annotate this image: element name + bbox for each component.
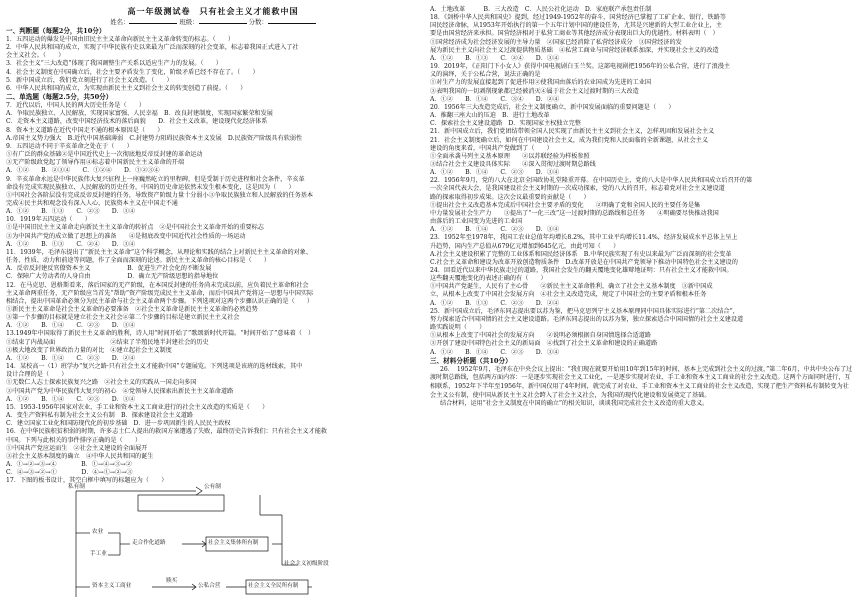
question-line-right: 25．新中国成立后，毛泽东同志提出要以苏为鉴，把马克思列宁主义基本原理同中国具体实际进行“第二次结合”，	[430, 307, 739, 315]
name-blank[interactable]	[129, 17, 177, 24]
question-line-right: 国民经济命脉，从1953年开始执行的第一个五年计划中国的建设任务，尤其是兴建新的大型工业企业上，主	[430, 22, 722, 30]
label-collective-ownership: 社会主义集体所有制	[208, 540, 259, 547]
question-line-right: 21．新中国成立后，我们党团结带领全国人民实现了由新民主主义到社会主义，怎样巩固和发展社会主义	[430, 128, 715, 136]
question-line-left: 10．1919年五四运动（ ）	[6, 216, 91, 224]
question-line-right: 24．回看近代以来中华民族走过的道路，我国社会发生的翻天覆地变化雄辩地证明：只有社会主义才能救中国。	[430, 267, 733, 274]
question-line-left: 8．资本主义道路在近代中国走不通的根本原因是（ ）	[6, 126, 164, 134]
question-line-left: ①有广泛的群众基础②是中国近代史上一次彻底地反帝反封建的革命运动	[6, 151, 203, 159]
label-primary-stage: 社会主义初级阶段	[284, 561, 329, 568]
question-line-right: 21．社会主义制度确立后，如何在中国建设社会主义，成为我们党和人民面临的全新课题，从社会主义	[430, 136, 709, 144]
question-line-right: 路实践说明（ ）	[430, 324, 486, 332]
label-joint-venture: 公私合营	[198, 583, 221, 590]
question-line-left: ①结束了内战局面 ②结束了半殖民地半封建社会的历史	[6, 338, 209, 346]
question-line-left: ①是中国旧民主主义革命走向新民主主义革命的转折点 ②是中国社会主义革命开始的重要标志	[6, 224, 264, 232]
question-line-left: A．①→②→③→④ B．①→④→③→②	[6, 460, 132, 468]
question-line-left: ①无数仁人志士探索民族复兴之路 ②社会主义的实践从一国走向多国	[6, 379, 197, 387]
question-line-left: 设计合理的是（ ）	[6, 371, 68, 379]
label-agriculture: 农业	[92, 529, 104, 536]
question-line-right: 一次全国代表大会，是我国建设社会主义时期的一次成功探索，党的八大的召开，标志着党对社会主义建设道	[430, 185, 725, 193]
question-line-right: 展为新民主主义向社会主义过渡提供物质基础 ④私营工商业与国营经济联系加深，并实现社会主义的改造	[430, 46, 719, 54]
question-line-left: ③无产阶级政党起了领导作用④标志着中国新民主主义革命的开端	[6, 159, 185, 167]
question-line-left: A．①② B．②③④ C．①②④ D．①②③④	[6, 167, 160, 175]
question-line-left: 任务、性质、动力和前途等问题，作了全面而深刻的论述。新民主主义革命的核心目标是（ ）	[6, 257, 271, 265]
question-line-left: 中国。下列与此相关的事件排序正确的是（ ）	[6, 436, 142, 444]
judge-questions	[6, 36, 420, 93]
question-line-left: 主义革命两重任务，无产阶级应当首先“帮助”资产阶级完成民主主义革命，而后中国共产党将这一思想与中国实际	[6, 289, 314, 297]
question-line-left: ③为中国共产党的成立做了思想上的准备 ④是彻底改变中国近代社会性质的一场运动	[6, 232, 246, 240]
question-line-right: A．①② B．①④ C．②③ D．③④	[430, 348, 560, 356]
question-line-left: 17．下图的板书设计，其空白框中填写的标题应为（ ）	[6, 477, 168, 485]
question-line-right: ③结合社会主义建设具体实际 ④深入贯彻过渡时期总路线	[430, 160, 596, 168]
label-public: 公有制	[204, 484, 221, 491]
choice-questions-left	[6, 102, 420, 485]
label-redemption: 赎买	[166, 578, 178, 585]
name-label: 姓名：	[110, 18, 130, 26]
question-line-left: 命没有完成实现民族独立、人民解放的历史任务，中国的历史命运依然未发生根本变化，这是因为（ ）	[6, 183, 295, 191]
question-line-right: 23．1952年至1978年，我国工农业总值年均增长8.2%，其中工业平均增长11.4%，经济发展成水平总体上呈上	[430, 234, 738, 242]
question-line-right: ①从根本上改变了中国社会的发展方向 ②说明必须根据自身国情选择合适道路	[430, 332, 652, 340]
question-line-left: 7．近代以后，中国人民的两大历史任务是（ ）	[6, 102, 146, 110]
question-line-left: A.帝国主义势力强大 B.近代中国基础薄弱 C.封建势力阻碍民族资本主义发展 D.民族资产阶级具有软弱性	[6, 134, 303, 142]
question-line-left: A．反帝反封建反官僚资本主义 B．促进生产社会化的不断发展	[6, 265, 212, 273]
question-line-right: ③表明我国的一切剥削现象都已经被消灭④属于社会主义过渡时期的三大改造	[430, 87, 639, 95]
question-line-left: 9．五四运动不同于辛亥革命之处在于（ ）	[6, 142, 133, 150]
question-line-right: 由落后的工业国变为先进的工业国	[430, 218, 523, 226]
score-blank[interactable]	[268, 17, 316, 24]
question-line-left: C．建立国家工业化和国防现代化的初步基础 D．进一步巩固新生的人民民主政权	[6, 420, 231, 428]
question-line-right: 要是由国营经济来承担。国营经济相对于私营工商业等其他经济成分表现出巨大的优越性。材料表明（ ）	[430, 30, 719, 38]
question-line-right: A．推翻三座大山的压迫 B．进行土地改革	[430, 112, 550, 120]
question-line-left: A．①② B．①④ C．②③ D．③④	[6, 322, 136, 330]
question-line-left: 5．新中国成立后，我们党立刻进行了社会主义改造。（ ）	[6, 76, 173, 84]
score-label: 分数：	[248, 18, 268, 26]
question-line-left: A．①② B．①③ C．②③ D．③④	[6, 208, 136, 216]
question-line-right: 22．1956年9月，党的八大在北京全国政协礼堂隆重开幕。在中国历史上，党的八大是中华人民共和国成立后召开的第	[430, 177, 753, 185]
question-line-left: ③社会主义基本制度的确立 ④中华人民共和国的诞生	[6, 452, 154, 460]
question-line-right: A．①② B．①④ C．③④ D．②④	[430, 95, 560, 103]
question-line-left: 9．辛亥革命永远是中华民族伟大复兴征程上一座巍然屹立的里程碑，但是受制于历史进程和社会条件，辛亥革	[6, 175, 305, 183]
question-line-right: C．探索社会主义建设道路 D．实现国家主权独立完整	[430, 120, 581, 128]
question-line-left: 14．某校高一（1）班学办“复兴之路·只有社会主义才能救中国”专题展览。下列选项是该班的选材线索，其中	[6, 363, 303, 371]
label-state-ownership: 社会主义全民所有制	[248, 583, 299, 590]
question-line-left: 相结合，提出中国革命必须分为民主革命与社会主义革命两个步骤。下列选项对这两个步骤认识正确的是（ ）	[6, 297, 314, 305]
question-line-left: C．走资本主义道路，改变中国经济技术的落后面貌 D．社会主义改革，建设现代化经济体系	[6, 118, 268, 126]
question-line-left: ③极大地改变了世界政治力量的对比 ④建立起社会主义制度	[6, 346, 172, 354]
section-choice: 二、单选题（每题2.5分，共50分）	[6, 93, 113, 102]
question-line-left: A．①② B．①④ C．②③ D．③④	[6, 395, 136, 403]
question-line-right: 20．1956年三大改造完成后，社会主义制度确立，新中国发展面临的重要问题是（ ）	[430, 103, 675, 111]
page-title: 高一年级测试卷 只有社会主义才能救中国	[127, 6, 299, 16]
question-line-right: A．①② B．①④ C．②③ D．③④	[430, 169, 560, 177]
question-line-left: A．争取民族独立、人民解放，实现国家富强、人民幸福 B．改良封建制度，实现国家繁荣和发展	[6, 110, 273, 118]
question-line-left: 12．在马克思、恩格斯看来，落后国家的无产阶级，在本国反封建的任务尚未完成以前，应负着民主革命和社会	[6, 281, 309, 289]
question-line-left: A．①② B．①③ C．②④ D．③④	[6, 240, 136, 248]
question-line-left: 2．中华人民共和国的成立，实现了中华民族有史以来最为广泛而深刻的社会变革，标志着我国正式进入了社	[6, 44, 299, 52]
question-line-right: A．①② B．①③ C．②④ D．③④	[430, 54, 560, 62]
question-line-right: 义的演绎，关于公私合营，说法正确的是	[430, 71, 541, 79]
student-info-row	[6, 17, 420, 27]
question-line-right: 这些翻天覆地变化的表述正确的有（ ）	[430, 275, 547, 283]
question-line-left: 会主义社会。（ ）	[6, 52, 65, 60]
question-line-right: A．①② B．①④ C．②③ D．③④	[430, 226, 560, 234]
question-line-left: ③中国共产党为中华民族伟大复兴的初心 ④党领导人民探索出新民主主义革命道路	[6, 387, 234, 395]
question-line-right: A．①② B．①③ C．②③ D．②④	[430, 299, 560, 307]
left-column	[6, 6, 420, 603]
label-private: 私有制	[68, 484, 85, 491]
question-line-left: 15．1953-1956年国家对农业、手工业和资本主义工商业进行的社会主义改造的实质是（ ）	[6, 403, 269, 411]
question-line-left: C．保障广大劳动者的人身自由 D．确立无产阶级思想的指导地位	[6, 273, 219, 281]
class-label: 班级：	[179, 18, 199, 26]
question-line-right: C.社会主义革命和建设为改革开放创造物质条件 D.改革开放是在中国共产党领导下推动中国特色社会主义建设的	[430, 258, 738, 266]
material-question-26: 26． 1952年9月，毛泽东在中央会议上提出：“我们现在就要开始用10年到15年的时间，基本上完成到社会主义的过渡，”第二年6月，中共中央公布了过渡时期总路线，包括两方面内容：一是逐步实现社会主义工业化，一是逐步实现对农业、手工业和资本主义工商业的社会主义改造。这两个方面同时进行，互相联系，1952年下半年至1956年，新中国仅用了4年时间，就完成了对农业、手工业和资本主义工商业的社会主义改造，实现了把生产资料私有制转变为社会主义公有制，使中国从新民主主义社会跨入了社会主义社会，为我国的现代化建设和发展奠定了基础。	[430, 365, 853, 399]
question-line-right: 立，从根本上改变了中国社会发展方向 ④社会主义改造完成，规定了中国社会的主要矛盾和根本任务	[430, 291, 707, 299]
question-line-left: 11．1939年，毛泽东提出了“新民主主义革命”这个科学概念，从理论和实践的结合上对新民主主义革命的对象、	[6, 248, 313, 256]
question-line-left: ①新民主主义革命是社会主义革命的必要准备 ②社会主义革命是新民主主义革命的必然趋势	[6, 306, 258, 313]
material-task: 结合材料，运用“社会主义制度在中国的确立”的相关知识，谈谈我国完成社会主义改造的重大意义。	[440, 400, 709, 408]
label-handicraft: 手工业	[90, 551, 107, 558]
question-line-left: 6．中华人民共和国的成立，为实现由新民主主义到社会主义的转变创造了前提。（ ）	[6, 84, 247, 92]
question-line-right: ③开创了建设中国特色社会主义的新局面 ④找到了社会主义革命和建设的正确道路	[430, 340, 658, 348]
label-capitalist-industry: 资本主义工商业	[92, 583, 132, 590]
right-column	[430, 6, 854, 409]
question-line-left: ①中国共产党应运而生 ②社会主义建设的全面展开	[6, 444, 148, 452]
question-line-right: ①提出社会主义改造基本完成后中国社会主要矛盾的变化 ②明确了党和全国人民的主要任务是集	[430, 201, 701, 209]
question-line-right: A．土地改革 B．三大改造 C．人民公社化运动 D．家庭联产承包责任制	[430, 6, 652, 13]
question-line-left: ③第一个步骤的目标就是建立社会主义社会④第二个步骤的目标是建立新民主主义社会	[6, 314, 240, 322]
question-line-left: 4．社会主义制度在中国确立后，社会主要矛盾发生了变化，阶级矛盾已经不存在了。（ ）	[6, 68, 259, 76]
question-line-right: ①全面承袭马列主义基本原理 ②以苏联经验为样板参照	[430, 152, 590, 160]
question-line-left: 完成④民主共和观念没有深入人心，民族资本主义在中国走不通	[6, 199, 178, 207]
question-line-left: A．①② B．①④ C．②③ D．②④	[6, 354, 136, 362]
question-line-left: ①中国社会各阶层没有完成反帝反封建的任务，导致资产阶级力量十分弱小③争取民族独立和人民解放的任务基本	[6, 191, 314, 199]
section-judge: 一、判断题（每题2分，共10分）	[6, 27, 106, 35]
question-line-left: 13.1949年中国取得了新民主主义革命的胜利，诗人用“时间开始了”歌颂新时代开篇。“时间开始了”意味着（ ）	[6, 330, 315, 338]
question-line-left: 16．在中华民族积贫积弱的时期，许多志士仁人提出的救国方案遭遇了失败，最终历史告诉我们：只有社会主义才能救	[6, 428, 327, 436]
question-line-right: A.社会主义建设积累了完整的工业体系和国民经济体系 B.中华民族实现了有史以来最为广泛而深刻的社会变革	[430, 250, 732, 258]
question-line-left: 3．社会主义“三大改造”体现了我国调整生产关系以适应生产力的发展。（ ）	[6, 60, 222, 68]
class-blank[interactable]	[199, 17, 247, 24]
question-line-right: 中力量发展社会生产力 ③提出了“一化三改”这一过渡时期的总路线和总任务 ④明确要尽快推动我国	[430, 209, 719, 217]
question-line-left: 1．五四运动的爆发是中国由旧民主主义革命向新民主主义革命转变的标志。（ ）	[6, 36, 235, 43]
question-line-right: ①对生产力的发展直接起到了促进作用②使我国由落后的农业国成为先进的工业国	[430, 79, 652, 87]
question-line-right: 建设的角度来看，中国共产党做到了（ ）	[430, 144, 553, 152]
choice-questions-right	[430, 6, 854, 357]
question-line-right: 升趋势，国内生产总值从679亿元增加到645亿元，由此可知（ ）	[430, 242, 620, 250]
question-line-right: 路的探索取得初步成果。这次会议最重要的贡献是（ ）	[430, 193, 590, 201]
question-line-right: 18．《剑桥中华人民共和国史》提到，经过1949-1952年的奋斗，国营经济已掌握了工矿企业、银行、铁路等	[430, 14, 726, 22]
question-line-right: 努力探索适合中国国情的社会主义建设道路。毛泽东同志提出的以苏为鉴，独立探索适合中国国情的社会主义建设道	[430, 315, 744, 323]
question-line-left: A．变生产资料私有制为社会主义公有制 B．探索建设社会主义道路	[6, 412, 194, 420]
question-line-right: ①中国共产党诞生，人民有了主心骨 ②新民主主义革命胜利，确立了社会主义基本制度 ③新中国成	[430, 283, 713, 291]
question-line-right: ①国营经济成为社会经济发展的主导力量 ②国家已经消除了私营经济成分 ③国营经济的发	[430, 38, 682, 46]
section-material: 三、材料分析题（共10分）	[430, 356, 512, 365]
question-line-left: C．④→③→②→① D．④→①→②→③	[6, 469, 133, 477]
question-line-right: 19．2019年，《正阳门下小女人》获得中国电视剧白玉兰奖。这部电视剧把1956年的公私合营，进行了浪漫主	[430, 63, 731, 71]
board-diagram	[46, 484, 329, 603]
label-cooperation: 走合作化道路	[132, 540, 166, 547]
